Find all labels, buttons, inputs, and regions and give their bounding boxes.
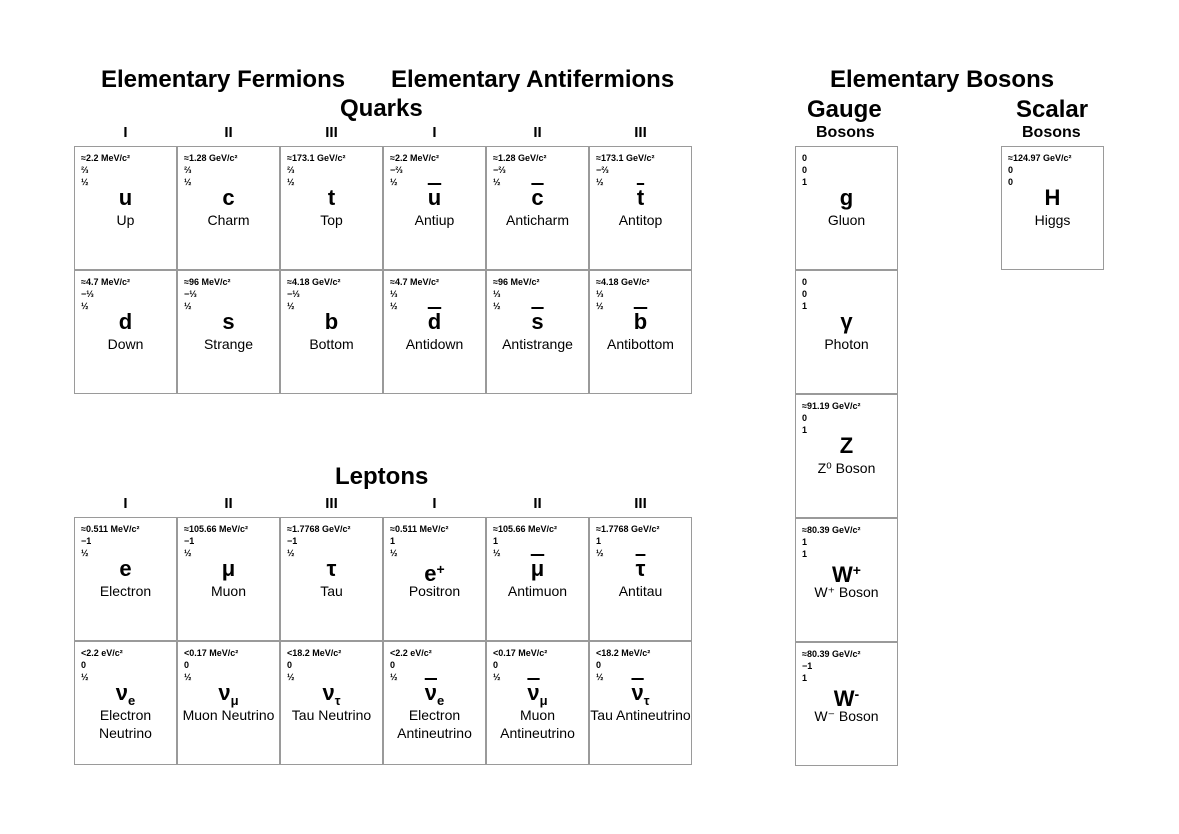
charge-value: −⅔ <box>493 165 506 175</box>
spin-value: ½ <box>390 301 398 311</box>
charge-value: −1 <box>287 536 298 546</box>
gauge-heading: Gauge <box>807 96 882 123</box>
particle-properties <box>390 647 432 683</box>
particle-cell-top[interactable] <box>280 146 383 270</box>
charge-value: ⅔ <box>184 165 192 175</box>
particle-cell-anticharm[interactable] <box>486 146 589 270</box>
mass-value: ≈0.511 MeV/c² <box>81 524 140 534</box>
mass-value: ≈1.28 GeV/c² <box>493 153 547 163</box>
generation-label: II <box>533 124 542 141</box>
particle-name: Positron <box>408 583 461 599</box>
mass-value: ≈4.7 MeV/c² <box>390 277 439 287</box>
symbol-subscript: μ <box>539 693 548 708</box>
particle-name: W⁺ Boson <box>814 584 879 600</box>
particle-name: Down <box>107 336 144 352</box>
spin-value: ½ <box>287 548 295 558</box>
particle-cell-down[interactable] <box>74 270 177 394</box>
particle-cell-w-boson[interactable] <box>795 642 898 766</box>
spin-value: ½ <box>596 548 604 558</box>
spin-value: ½ <box>81 177 89 187</box>
particle-symbol <box>384 184 485 212</box>
particle-symbol <box>590 308 691 336</box>
particle-symbol <box>487 308 588 336</box>
symbol-glyph: γ <box>840 309 853 334</box>
spin-value: ½ <box>596 672 604 682</box>
spin-value: ½ <box>493 548 501 558</box>
particle-properties <box>493 523 557 559</box>
particle-symbol <box>590 555 691 583</box>
mass-value: ≈4.7 MeV/c² <box>81 277 130 287</box>
symbol-glyph: e <box>119 556 132 581</box>
spin-value: 1 <box>802 177 808 187</box>
particle-symbol <box>75 184 176 212</box>
symbol-glyph: t <box>327 185 336 210</box>
particle-properties <box>184 276 230 312</box>
particle-properties <box>287 152 345 188</box>
particle-name: Photon <box>824 336 869 352</box>
particle-symbol <box>487 555 588 583</box>
symbol-glyph: $\overline{c}$ <box>531 185 544 210</box>
symbol-glyph: W <box>833 686 855 711</box>
mass-value: ≈173.1 GeV/c² <box>596 153 655 163</box>
particle-symbol <box>1002 184 1103 212</box>
particle-symbol <box>487 184 588 212</box>
particle-symbol <box>281 184 382 212</box>
mass-value: ≈105.66 MeV/c² <box>184 524 248 534</box>
spin-value: 0 <box>1008 177 1014 187</box>
particle-cell-electron-antineutrino[interactable] <box>383 641 486 765</box>
charge-value: −1 <box>802 661 813 671</box>
spin-value: ½ <box>390 672 398 682</box>
charge-value: 0 <box>802 165 808 175</box>
particle-properties <box>184 647 238 683</box>
symbol-glyph: $\overline{u}$ <box>427 185 442 210</box>
particle-properties <box>390 276 439 312</box>
mass-value: ≈1.7768 GeV/c² <box>596 524 660 534</box>
particle-properties <box>184 152 237 188</box>
spin-value: ½ <box>493 672 501 682</box>
particle-name: Antitop <box>618 212 663 228</box>
particle-properties <box>802 648 860 684</box>
symbol-subscript: μ <box>230 693 239 708</box>
antifermions-heading: Elementary Antifermions <box>391 66 675 93</box>
charge-value: 0 <box>493 660 499 670</box>
generation-label: I <box>123 124 128 141</box>
symbol-glyph: s <box>222 309 235 334</box>
particle-name: Gluon <box>827 212 866 228</box>
symbol-superscript: - <box>854 686 860 702</box>
particle-cell-antimuon[interactable] <box>486 517 589 641</box>
symbol-superscript: + <box>852 562 861 578</box>
spin-value: ½ <box>596 177 604 187</box>
spin-value: 1 <box>802 673 808 683</box>
symbol-glyph: $\overline{b}$ <box>633 309 648 334</box>
spin-value: 1 <box>802 301 808 311</box>
particle-properties <box>493 152 546 188</box>
particle-cell-photon[interactable] <box>795 270 898 394</box>
mass-value: <2.2 eV/c² <box>81 648 123 658</box>
charge-value: −⅔ <box>596 165 609 175</box>
charge-value: 0 <box>287 660 293 670</box>
charge-value: −⅔ <box>390 165 403 175</box>
particle-name: Top <box>320 212 343 228</box>
particle-cell-charm[interactable] <box>177 146 280 270</box>
particle-name: Up <box>116 212 135 228</box>
particle-properties <box>802 276 807 312</box>
symbol-glyph: $\overline{\nu}$ <box>527 680 540 705</box>
generation-label: II <box>533 495 542 512</box>
spin-value: ½ <box>81 548 89 558</box>
charge-value: 0 <box>802 289 808 299</box>
mass-value: ≈80.39 GeV/c² <box>802 525 861 535</box>
particle-cell-muon-antineutrino[interactable] <box>486 641 589 765</box>
symbol-superscript: + <box>436 561 445 577</box>
symbol-subscript: τ <box>334 693 341 708</box>
particle-cell-antistrange[interactable] <box>486 270 589 394</box>
particle-properties <box>81 276 130 312</box>
gauge-subheading: Bosons <box>816 124 875 141</box>
symbol-glyph: W <box>832 562 853 587</box>
particle-name: Tau Neutrino <box>291 707 372 723</box>
charge-value: ⅔ <box>287 165 295 175</box>
symbol-subscript: e <box>437 693 445 708</box>
particle-properties <box>287 647 341 683</box>
charge-value: −1 <box>81 536 92 546</box>
symbol-glyph: τ <box>326 556 337 581</box>
particle-cell-antitau[interactable] <box>589 517 692 641</box>
particle-cell-tau-neutrino[interactable] <box>280 641 383 765</box>
particle-name: Antiup <box>414 212 455 228</box>
spin-value: ½ <box>493 177 501 187</box>
particle-cell-muon[interactable] <box>177 517 280 641</box>
particle-name: Antibottom <box>607 336 674 352</box>
spin-value: ½ <box>184 548 192 558</box>
fermions-heading: Elementary Fermions <box>101 66 346 93</box>
particle-name: Antidown <box>405 336 464 352</box>
particle-name: Muon Neutrino <box>182 707 275 723</box>
particle-symbol <box>75 555 176 583</box>
mass-value: ≈105.66 MeV/c² <box>493 524 557 534</box>
particle-symbol <box>384 308 485 336</box>
charge-value: −⅓ <box>81 289 94 299</box>
spin-value: ½ <box>184 672 192 682</box>
particle-name: Higgs <box>1034 212 1071 228</box>
symbol-glyph: d <box>118 309 133 334</box>
mass-value: <18.2 MeV/c² <box>596 648 651 658</box>
symbol-subscript: e <box>128 693 136 708</box>
mass-value: ≈173.1 GeV/c² <box>287 153 346 163</box>
particle-properties <box>287 276 340 312</box>
charge-value: −⅓ <box>287 289 300 299</box>
particle-cell-electron-neutrino[interactable] <box>74 641 177 765</box>
particle-name: Antistrange <box>502 336 573 352</box>
mass-value: ≈2.2 MeV/c² <box>81 153 130 163</box>
spin-value: ½ <box>390 177 398 187</box>
generation-label: III <box>325 495 338 512</box>
particle-cell-higgs[interactable] <box>1001 146 1104 270</box>
particle-name: Charm <box>207 212 250 228</box>
mass-value: ≈96 MeV/c² <box>184 277 231 287</box>
particle-cell-w-boson[interactable] <box>795 518 898 642</box>
mass-value: ≈96 MeV/c² <box>493 277 540 287</box>
charge-value: ⅓ <box>493 289 501 299</box>
charge-value: −⅓ <box>184 289 197 299</box>
charge-value: 1 <box>596 536 602 546</box>
mass-value: ≈4.18 GeV/c² <box>287 277 341 287</box>
mass-value: <18.2 MeV/c² <box>287 648 342 658</box>
particle-properties <box>287 523 350 559</box>
particle-properties <box>596 647 650 683</box>
symbol-glyph: b <box>324 309 339 334</box>
charge-value: 1 <box>802 537 808 547</box>
particle-name: Tau <box>320 583 343 599</box>
scalar-subheading: Bosons <box>1022 124 1081 141</box>
mass-value: <0.17 MeV/c² <box>493 648 548 658</box>
generation-label: I <box>123 495 128 512</box>
charge-value: 0 <box>1008 165 1014 175</box>
symbol-glyph: $\overline{t}$ <box>636 185 645 210</box>
generation-label: III <box>634 124 647 141</box>
spin-value: ½ <box>287 177 295 187</box>
particle-cell-gluon[interactable] <box>795 146 898 270</box>
mass-value: ≈1.28 GeV/c² <box>184 153 238 163</box>
particle-properties <box>81 152 130 188</box>
particle-properties <box>184 523 248 559</box>
symbol-glyph: ν <box>218 680 231 705</box>
mass-value: ≈0.511 MeV/c² <box>390 524 449 534</box>
symbol-glyph: μ <box>221 556 236 581</box>
mass-value: ≈124.97 GeV/c² <box>1008 153 1072 163</box>
particle-cell-antidown[interactable] <box>383 270 486 394</box>
generation-label: II <box>224 495 233 512</box>
particle-symbol <box>178 555 279 583</box>
spin-value: ½ <box>184 177 192 187</box>
charge-value: 0 <box>596 660 602 670</box>
mass-value: ≈1.7768 GeV/c² <box>287 524 351 534</box>
particle-properties <box>1008 152 1071 188</box>
particle-cell-up[interactable] <box>74 146 177 270</box>
mass-value: 0 <box>802 153 808 163</box>
particle-name: Electron Neutrino <box>99 707 152 741</box>
particle-properties <box>596 152 654 188</box>
particle-cell-z-boson[interactable] <box>795 394 898 518</box>
particle-cell-antitop[interactable] <box>589 146 692 270</box>
symbol-subscript: τ <box>643 693 650 708</box>
particle-name: Muon <box>210 583 247 599</box>
particle-cell-strange[interactable] <box>177 270 280 394</box>
spin-value: ½ <box>81 301 89 311</box>
charge-value: ⅓ <box>390 289 398 299</box>
particle-symbol <box>178 308 279 336</box>
scalar-heading: Scalar <box>1016 96 1089 123</box>
symbol-glyph: $\overline{d}$ <box>427 309 442 334</box>
generation-label: I <box>432 495 437 512</box>
symbol-glyph: $\overline{\mu}$ <box>530 556 545 581</box>
particle-name: Antimuon <box>507 583 568 599</box>
spin-value: 1 <box>802 549 808 559</box>
particle-properties <box>493 647 547 683</box>
particle-properties <box>390 152 439 188</box>
particle-name: Anticharm <box>505 212 570 228</box>
charge-value: 0 <box>184 660 190 670</box>
symbol-glyph: e <box>424 561 437 586</box>
generation-label: I <box>432 124 437 141</box>
particle-symbol <box>590 184 691 212</box>
charge-value: −1 <box>184 536 195 546</box>
mass-value: ≈80.39 GeV/c² <box>802 649 861 659</box>
particle-cell-electron[interactable] <box>74 517 177 641</box>
symbol-glyph: Z <box>839 433 854 458</box>
particle-cell-muon-neutrino[interactable] <box>177 641 280 765</box>
particle-name: Electron Antineutrino <box>397 707 472 741</box>
symbol-glyph: g <box>839 185 854 210</box>
charge-value: ⅔ <box>81 165 89 175</box>
particle-symbol <box>796 184 897 212</box>
spin-value: 1 <box>802 425 808 435</box>
particle-properties <box>390 523 448 559</box>
mass-value: 0 <box>802 277 808 287</box>
particle-cell-positron[interactable] <box>383 517 486 641</box>
mass-value: <2.2 eV/c² <box>390 648 432 658</box>
particle-cell-bottom[interactable] <box>280 270 383 394</box>
particle-properties <box>802 400 860 436</box>
particle-cell-tau[interactable] <box>280 517 383 641</box>
spin-value: ½ <box>390 548 398 558</box>
symbol-glyph: ν <box>115 680 128 705</box>
particle-name: Antitau <box>618 583 663 599</box>
particle-properties <box>596 523 659 559</box>
symbol-glyph: c <box>222 185 235 210</box>
charge-value: 0 <box>390 660 396 670</box>
symbol-glyph: u <box>118 185 133 210</box>
spin-value: ½ <box>81 672 89 682</box>
symbol-glyph: ν <box>322 680 335 705</box>
generation-label: II <box>224 124 233 141</box>
symbol-glyph: $\overline{\tau}$ <box>635 556 646 581</box>
spin-value: ½ <box>596 301 604 311</box>
charge-value: ⅓ <box>596 289 604 299</box>
charge-value: 1 <box>493 536 499 546</box>
generation-label: III <box>325 124 338 141</box>
symbol-glyph: $\overline{\nu}$ <box>631 680 644 705</box>
particle-name: W⁻ Boson <box>814 708 879 724</box>
particle-name: Strange <box>203 336 254 352</box>
particle-name: Electron <box>99 583 152 599</box>
symbol-glyph: $\overline{s}$ <box>531 309 544 334</box>
symbol-glyph: H <box>1044 185 1061 210</box>
particle-symbol <box>281 308 382 336</box>
particle-properties <box>81 647 123 683</box>
particle-properties <box>802 524 860 560</box>
particle-symbol <box>796 432 897 460</box>
particle-symbol <box>796 308 897 336</box>
particle-name: Muon Antineutrino <box>500 707 575 741</box>
leptons-heading: Leptons <box>335 463 429 490</box>
particle-name: Tau Antineutrino <box>590 707 691 723</box>
charge-value: 1 <box>390 536 396 546</box>
particle-symbol <box>178 184 279 212</box>
spin-value: ½ <box>287 301 295 311</box>
particle-properties <box>493 276 539 312</box>
charge-value: 0 <box>802 413 808 423</box>
spin-value: ½ <box>184 301 192 311</box>
mass-value: ≈91.19 GeV/c² <box>802 401 861 411</box>
particle-symbol <box>75 308 176 336</box>
particle-cell-antibottom[interactable] <box>589 270 692 394</box>
quarks-heading: Quarks <box>340 95 423 122</box>
mass-value: ≈4.18 GeV/c² <box>596 277 650 287</box>
spin-value: ½ <box>287 672 295 682</box>
particle-properties <box>596 276 649 312</box>
mass-value: <0.17 MeV/c² <box>184 648 239 658</box>
particle-name: Z⁰ Boson <box>817 460 876 476</box>
particle-properties <box>81 523 139 559</box>
mass-value: ≈2.2 MeV/c² <box>390 153 439 163</box>
symbol-glyph: $\overline{\nu}$ <box>424 680 437 705</box>
particle-cell-tau-antineutrino[interactable] <box>589 641 692 765</box>
charge-value: 0 <box>81 660 87 670</box>
particle-properties <box>802 152 807 188</box>
generation-label: III <box>634 495 647 512</box>
spin-value: ½ <box>493 301 501 311</box>
bosons-heading: Elementary Bosons <box>830 66 1055 93</box>
particle-name: Bottom <box>309 336 354 352</box>
particle-symbol <box>281 555 382 583</box>
particle-cell-antiup[interactable] <box>383 146 486 270</box>
